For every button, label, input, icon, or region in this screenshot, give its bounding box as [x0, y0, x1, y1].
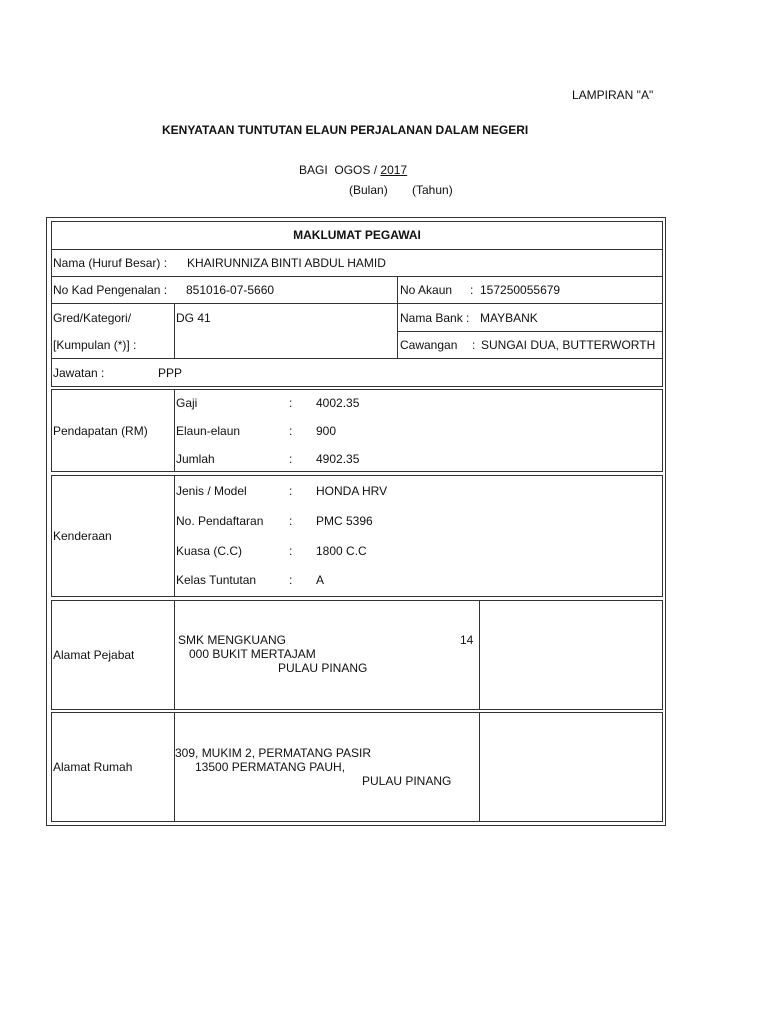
jumlah-label: Jumlah: [176, 452, 215, 466]
gred-value: DG 41: [176, 311, 211, 325]
cawangan-colon: :: [472, 338, 476, 352]
bulan-value: OGOS: [334, 163, 371, 177]
jawatan-value: PPP: [158, 366, 183, 380]
gaji-label: Gaji: [176, 396, 198, 410]
kuasa-value: 1800 C.C: [316, 544, 367, 558]
pendapatan-label: Pendapatan (RM): [53, 424, 148, 438]
kelas-tuntutan-colon: :: [289, 573, 293, 587]
gred-label-2: [Kumpulan (*)] :: [53, 338, 137, 352]
elaun-colon: :: [289, 424, 293, 438]
jenis-model-label: Jenis / Model: [176, 484, 247, 498]
elaun-label: Elaun-elaun: [176, 424, 241, 438]
kuasa-colon: :: [289, 544, 293, 558]
kelas-tuntutan-label: Kelas Tuntutan: [176, 573, 257, 587]
alamat-pejabat-line1: SMK MENGKUANG: [178, 633, 287, 647]
nama-value: KHAIRUNNIZA BINTI ABDUL HAMID: [187, 256, 386, 270]
alamat-pejabat-label: Alamat Pejabat: [53, 648, 135, 662]
tahun-label: (Tahun): [412, 183, 453, 197]
period-line: [299, 163, 407, 177]
alamat-pejabat-line2: 000 BUKIT MERTAJAM: [189, 647, 316, 661]
jawatan-label: Jawatan :: [53, 366, 105, 380]
nama-label: Nama (Huruf Besar) :: [53, 256, 168, 270]
cawangan-value: SUNGAI DUA, BUTTERWORTH: [481, 338, 656, 352]
maklumat-pegawai-table: [51, 221, 663, 387]
alamat-rumah-label: Alamat Rumah: [53, 760, 133, 774]
bulan-label: (Bulan): [349, 183, 388, 197]
no-pendaftaran-label: No. Pendaftaran: [176, 514, 264, 528]
jumlah-colon: :: [289, 452, 293, 466]
kelas-tuntutan-value: A: [316, 573, 325, 587]
gaji-value: 4002.35: [316, 396, 360, 410]
page-title: KENYATAAN TUNTUTAN ELAUN PERJALANAN DALAM NEGERI: [162, 123, 529, 137]
alamat-pejabat-line1-right: 14: [460, 633, 474, 647]
akaun-value: 157250055679: [480, 283, 561, 297]
gred-label-1: Gred/Kategori/: [53, 311, 132, 325]
akaun-colon: :: [470, 283, 474, 297]
cawangan-label: Cawangan: [400, 338, 458, 352]
kp-label: No Kad Pengenalan :: [53, 283, 168, 297]
alamat-rumah-box: [51, 712, 663, 822]
bank-value: MAYBANK: [480, 311, 538, 325]
alamat-pejabat-box: [51, 600, 663, 710]
alamat-rumah-line2: 13500 PERMATANG PAUH,: [195, 760, 346, 774]
jenis-model-colon: :: [289, 484, 293, 498]
alamat-rumah-line1: 309, MUKIM 2, PERMATANG PASIR: [175, 746, 372, 760]
section-title: MAKLUMAT PEGAWAI: [293, 228, 421, 242]
alamat-rumah-line3: PULAU PINANG: [362, 774, 452, 788]
kp-value: 851016-07-5660: [186, 283, 275, 297]
lampiran-label: LAMPIRAN "A": [572, 88, 654, 102]
jumlah-value: 4902.35: [316, 452, 360, 466]
no-pendaftaran-colon: :: [289, 514, 293, 528]
elaun-value: 900: [316, 424, 337, 438]
tahun-value: 2017: [380, 163, 408, 177]
jenis-model-value: HONDA HRV: [316, 484, 388, 498]
bagi-label: BAGI: [299, 163, 328, 177]
no-pendaftaran-value: PMC 5396: [316, 514, 373, 528]
kenderaan-label: Kenderaan: [53, 529, 112, 543]
kuasa-label: Kuasa (C.C): [176, 544, 243, 558]
akaun-label: No Akaun: [400, 283, 453, 297]
gaji-colon: :: [289, 396, 293, 410]
bank-label: Nama Bank :: [400, 311, 470, 325]
slash: /: [373, 163, 378, 177]
alamat-pejabat-line3: PULAU PINANG: [278, 661, 368, 675]
